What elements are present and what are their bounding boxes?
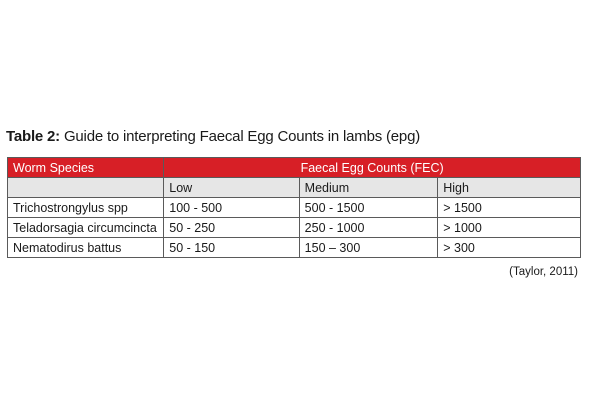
- cell-high: > 300: [438, 238, 581, 258]
- cell-medium: 150 – 300: [299, 238, 438, 258]
- caption-label: Table 2:: [6, 128, 60, 145]
- cell-medium: 250 - 1000: [299, 218, 438, 238]
- table-caption: [6, 128, 420, 145]
- table-row: [8, 218, 581, 238]
- table-row: [8, 238, 581, 258]
- subheader-medium: Medium: [299, 178, 438, 198]
- subheader-low: Low: [164, 178, 299, 198]
- header-worm-species: Worm Species: [8, 158, 164, 178]
- header-fec: Faecal Egg Counts (FEC): [164, 158, 581, 178]
- cell-high: > 1000: [438, 218, 581, 238]
- cell-low: 50 - 150: [164, 238, 299, 258]
- cell-medium: 500 - 1500: [299, 198, 438, 218]
- table-row: [8, 198, 581, 218]
- cell-species: Trichostrongylus spp: [8, 198, 164, 218]
- cell-species: Nematodirus battus: [8, 238, 164, 258]
- fec-table: [7, 157, 581, 258]
- subheader-high: High: [438, 178, 581, 198]
- cell-species: Teladorsagia circumcincta: [8, 218, 164, 238]
- cell-high: > 1500: [438, 198, 581, 218]
- table-header-row: [8, 158, 581, 178]
- subheader-blank: [8, 178, 164, 198]
- table-subheader-row: [8, 178, 581, 198]
- source-citation: (Taylor, 2011): [509, 266, 578, 278]
- cell-low: 100 - 500: [164, 198, 299, 218]
- cell-low: 50 - 250: [164, 218, 299, 238]
- caption-text: Guide to interpreting Faecal Egg Counts in lambs (epg): [59, 128, 421, 145]
